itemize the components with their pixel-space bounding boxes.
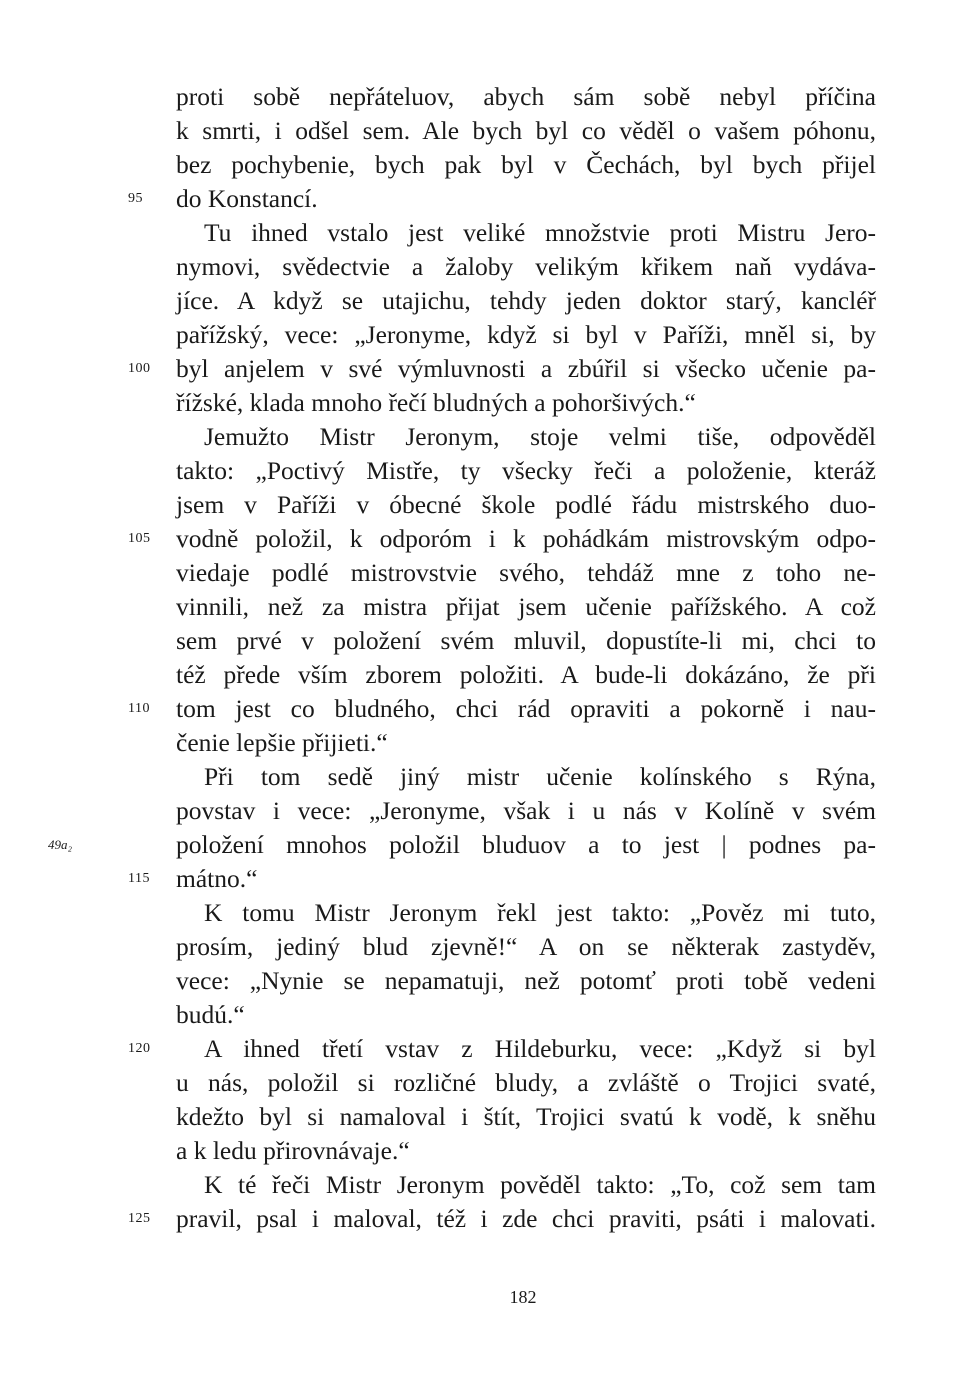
text-line xyxy=(176,998,876,1032)
text-line xyxy=(176,1100,876,1134)
text-line xyxy=(128,522,876,556)
line-text: Jemužto Mistr Jeronym, stoje velmi tiše, odpověděl xyxy=(204,422,876,451)
text-line xyxy=(176,590,876,624)
text-line xyxy=(176,148,876,182)
text-line xyxy=(176,216,876,250)
text-line xyxy=(176,1134,876,1168)
text-line xyxy=(176,760,876,794)
line-text: a k ledu přirovnávaje.“ xyxy=(176,1136,410,1165)
line-text: jsem v Paříži v óbecné škole podlé řádu mistrského duo- xyxy=(176,490,876,519)
line-text: řížské, klada mnoho řečí bludných a pohoršivých.“ xyxy=(176,388,696,417)
text-line xyxy=(128,182,876,216)
text-line xyxy=(176,1066,876,1100)
text-line xyxy=(176,930,876,964)
text-line xyxy=(176,658,876,692)
text-line xyxy=(176,488,876,522)
text-line xyxy=(176,420,876,454)
line-text: K tomu Mistr Jeronym řekl jest takto: „Pověz mi tuto, xyxy=(204,898,876,927)
line-text: A ihned třetí vstav z Hildeburku, vece: „Když si byl xyxy=(204,1034,876,1063)
line-text: takto: „Poctivý Mistře, ty všecky řeči a položenie, kteráž xyxy=(176,456,876,485)
text-block xyxy=(48,80,876,1236)
line-text: povstav i vece: „Jeronyme, však i u nás v Kolíně v svém xyxy=(176,796,876,825)
folio-marginal-note: 49a₂ xyxy=(48,837,73,852)
line-number: 115 xyxy=(128,871,150,886)
line-text: prosím, jediný blud zjevně!“ A on se některak zastyděv, xyxy=(176,932,876,961)
text-line xyxy=(176,80,876,114)
line-number: 125 xyxy=(128,1211,151,1226)
line-text: byl anjelem v své výmluvnosti a zbúřil si všecko učenie pa- xyxy=(176,354,876,383)
line-text: k smrti, i odšel sem. Ale bych byl co věděl o vašem póhonu, xyxy=(176,116,876,145)
text-line xyxy=(48,828,876,862)
line-text: proti sobě nepřáteluov, abych sám sobě nebyl příčina xyxy=(176,82,876,111)
line-number: 110 xyxy=(128,701,150,716)
line-text: Tu ihned vstalo jest veliké množstvie proti Mistru Jero- xyxy=(204,218,876,247)
text-line xyxy=(176,250,876,284)
text-line xyxy=(176,386,876,420)
text-line xyxy=(176,964,876,998)
text-line xyxy=(176,454,876,488)
line-text: sem prvé v položení svém mluvil, dopustíte-li mi, chci to xyxy=(176,626,876,655)
line-text: budú.“ xyxy=(176,1000,245,1029)
line-number: 95 xyxy=(128,191,143,206)
line-number: 120 xyxy=(128,1041,151,1056)
text-line xyxy=(128,352,876,386)
line-text: též přede vším zborem položiti. A bude-li dokázáno, že při xyxy=(176,660,876,689)
line-text: jíce. A když se utajichu, tehdy jeden doktor starý, kancléř xyxy=(176,286,876,315)
line-text: čenie lepšie přijieti.“ xyxy=(176,728,388,757)
line-text: do Konstancí. xyxy=(176,184,318,213)
text-line xyxy=(176,556,876,590)
text-line xyxy=(128,862,876,896)
line-text: vinnili, než za mistra přijat jsem učenie pařížského. A což xyxy=(176,592,876,621)
line-text: u nás, položil si rozličné bludy, a zvláště o Trojici svaté, xyxy=(176,1068,876,1097)
line-text: viedaje podlé mistrovstvie svého, tehdáž mne z toho ne- xyxy=(176,558,876,587)
line-text: pařížský, vece: „Jeronyme, když si byl v Paříži, mněl si, by xyxy=(176,320,876,349)
line-text: pravil, psal i maloval, též i zde chci praviti, psáti i malovati. xyxy=(176,1204,876,1233)
line-number: 100 xyxy=(128,361,151,376)
line-text: položení mnohos položil bluduov a to jest | podnes pa- xyxy=(176,830,876,859)
line-text: tom jest co bludného, chci rád opraviti a pokorně i nau- xyxy=(176,694,876,723)
page-number: 182 xyxy=(509,1287,537,1307)
line-text: bez pochybenie, bych pak byl v Čechách, byl bych přijel xyxy=(176,150,876,179)
text-line xyxy=(176,284,876,318)
line-text: nymovi, svědectvie a žaloby velikým křikem naň vydáva- xyxy=(176,252,876,281)
line-text: vodně položil, k odporóm i k pohádkám mistrovským odpo- xyxy=(176,524,876,553)
text-line xyxy=(176,624,876,658)
text-line xyxy=(176,114,876,148)
text-line xyxy=(176,896,876,930)
line-text: Při tom sedě jiný mistr učenie kolínského s Rýna, xyxy=(204,762,876,791)
line-text: K té řeči Mistr Jeronym pověděl takto: „To, což sem tam xyxy=(204,1170,876,1199)
text-line xyxy=(128,1032,876,1066)
text-line xyxy=(128,1202,876,1236)
text-line xyxy=(176,1168,876,1202)
text-line xyxy=(128,692,876,726)
line-text: kdežto byl si namaloval i štít, Trojici svatú k vodě, k sněhu xyxy=(176,1102,876,1131)
text-line xyxy=(176,318,876,352)
line-text: mátno.“ xyxy=(176,864,258,893)
line-number: 105 xyxy=(128,531,151,546)
text-line xyxy=(176,794,876,828)
line-text: vece: „Nynie se nepamatuji, než potomť proti tobě vedeni xyxy=(176,966,876,995)
text-line xyxy=(176,726,876,760)
